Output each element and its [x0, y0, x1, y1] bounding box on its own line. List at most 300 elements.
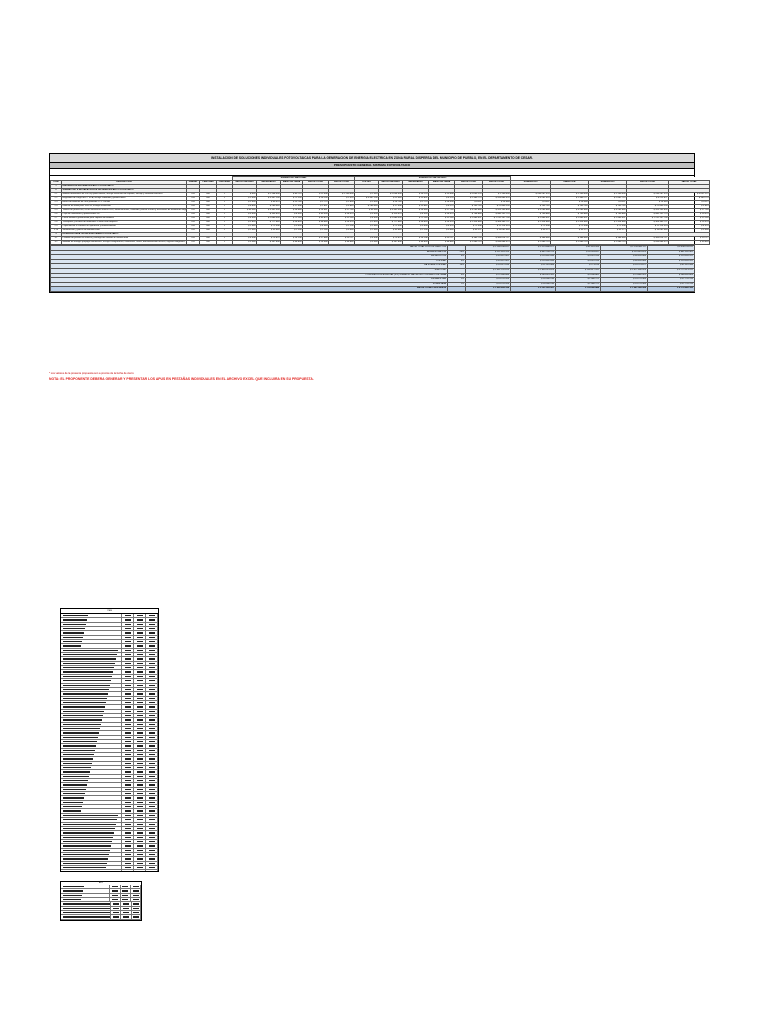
summary-value: $ 21.031.488 [511, 264, 556, 269]
value-cell: 300 [200, 225, 217, 229]
value-cell: $ 33.271 [589, 229, 627, 233]
value-cell: $ 3.080 [429, 229, 455, 233]
value-cell: $ 325.103.835 [627, 209, 669, 213]
value-cell: $ 2.054.000 [379, 193, 403, 197]
value-cell: $ 2.880.500 [379, 217, 403, 221]
value-cell: $ 3.283.680 [455, 209, 483, 213]
value-cell: $ 13.058 [429, 193, 455, 197]
value-cell: $ 6.895 [233, 205, 257, 209]
value-cell: 300 [200, 221, 217, 225]
value-cell: $ 3.000 [403, 225, 429, 229]
item-cell: 2.10 [51, 229, 62, 233]
value-cell: $ 22.114.353 [627, 225, 669, 229]
value-cell: $ 20.717 [329, 237, 355, 241]
value-cell: UN [187, 193, 200, 197]
value-cell: $ 18.300 [429, 201, 455, 205]
value-cell: $ 13.832 [403, 197, 429, 201]
value-cell: UN [187, 209, 200, 213]
value-cell: $ 1.463.421 [511, 217, 551, 221]
column-header: MATERIALES [257, 181, 281, 185]
value-cell: $ 45.560 [355, 209, 379, 213]
value-cell: $ 1.324.680 [455, 221, 483, 225]
value-cell: $ 2.450 [233, 201, 257, 205]
description-cell: Banco de baterias de ciclo profundo 12 V 200 Ah [62, 201, 187, 205]
value-cell: $ 1.857 [303, 205, 329, 209]
value-cell: $ 17.680 [303, 237, 329, 241]
value-cell: $ 1.775 [403, 201, 429, 205]
value-cell: $ 4.355 [403, 213, 429, 217]
column-header: VALOR TOTAL [483, 181, 511, 185]
value-cell: $ 383.014.717 [483, 237, 511, 241]
item-cell: 2.9 [51, 225, 62, 229]
summary-label: CONTRIBUCION ESPECIAL (5%) SOBRE EL VALOR DEL CONTRATO DE OBRA [51, 273, 448, 278]
value-cell: $ 11.908 [303, 193, 329, 197]
value-cell: $ 444.886.373 [627, 241, 669, 245]
value-cell: $ 1.131.147.703 [483, 217, 511, 221]
summary-value [448, 287, 466, 292]
value-cell: $ 1.040 [355, 229, 379, 233]
value-cell: $ 4.903 [233, 217, 257, 221]
value-cell: $ 58.885 [329, 241, 355, 245]
value-cell: $ 4.261.510 [511, 197, 551, 201]
value-cell: $ 2.360.770 [455, 197, 483, 201]
summary-value: 1% [448, 278, 466, 283]
summary-value: $ 10.719.877 [601, 264, 648, 269]
value-cell: $ 1.850 [329, 201, 355, 205]
value-cell: 1 [217, 225, 233, 229]
value-cell: $ 777.860 [379, 221, 403, 225]
value-cell: $ 72.508 [511, 225, 551, 229]
description-cell: Caja de conexiones y protecciones DC [62, 213, 187, 217]
budget-table [50, 176, 710, 245]
summary-value: $ 72.556.044 [466, 273, 511, 278]
summary-label: SOBRETASA [51, 282, 448, 287]
value-cell: $ 246.287.378 [627, 193, 669, 197]
value-cell: $ 33.271 [455, 229, 483, 233]
value-cell: $ 3.000 [281, 225, 303, 229]
column-header: OBRA CIVIL [551, 181, 589, 185]
summary-label: ADMINISTRACION [51, 250, 448, 255]
summary-value: $ 1.477.650.429 [601, 268, 648, 273]
table-body [51, 185, 710, 245]
value-cell: 300 [200, 237, 217, 241]
value-cell: $ 4.578 [669, 225, 710, 229]
value-cell: $ 700.880 [511, 213, 551, 217]
value-cell: UN [187, 241, 200, 245]
value-cell: $ 1.775 [303, 201, 329, 205]
small-note: * Los valores de la presente propuesta son a precios de la fecha de cierre [49, 372, 134, 375]
value-cell: $ 3.283.680 [511, 209, 551, 213]
value-cell: $ 28.818 [281, 221, 303, 225]
value-cell: 300 [200, 229, 217, 233]
value-cell: $ 71.183 [403, 217, 429, 221]
value-cell: UN [187, 225, 200, 229]
value-cell: $ 383.730 [455, 237, 483, 241]
value-cell: 1 [217, 197, 233, 201]
value-cell: 1 [217, 213, 233, 217]
value-cell: UN [187, 237, 200, 241]
value-cell: 1 [217, 241, 233, 245]
summary-value: $ 1.066.172 [556, 278, 601, 283]
value-cell: $ 33.271 [551, 229, 589, 233]
value-cell: $ 3.283.680 [589, 209, 627, 213]
value-cell: 300 [200, 201, 217, 205]
group-header-a: SUMINISTRO NACIONAL [233, 177, 355, 181]
summary-value: $ 1.581.085.958 [601, 287, 648, 292]
description-cell: Medidor de energia prepago monofasico, incluye configuracion, instalacion, sellos, documentacion tecnica, registro fotografico, [62, 241, 186, 243]
value-cell: 1 [217, 217, 233, 221]
summary-value: $ 28.990.236 [511, 278, 556, 283]
value-cell: $ 8.311 [669, 201, 710, 205]
value-cell: $ 2.861.715 [589, 197, 627, 201]
value-cell: UN [187, 205, 200, 209]
value-cell: 1 [217, 237, 233, 241]
value-cell: 1 [217, 229, 233, 233]
value-cell: $ 16.081.440 [627, 229, 669, 233]
value-cell: $ 1.100.000 [483, 193, 511, 197]
table-row [51, 241, 710, 245]
summary-value: $ 81.418.283 [556, 246, 601, 251]
value-cell: $ 3.930 [355, 213, 379, 217]
value-cell: $ 2.450 [355, 201, 379, 205]
value-cell: $ 4.355 [281, 213, 303, 217]
value-cell: $ 14.378 [429, 221, 455, 225]
value-cell: $ 72.508 [379, 225, 403, 229]
description-cell: INSTALACION SISTEMA SOLAR FOTOVOLTAICO [62, 185, 187, 189]
value-cell: 300 [200, 241, 217, 245]
column-header: VALOR UNITARIO [379, 181, 403, 185]
column-header: DESCRIPCION [62, 181, 187, 185]
value-cell: $ 58.885 [429, 241, 455, 245]
value-cell: $ 3.380 [355, 241, 379, 245]
mini-sheet-header: ITEM [61, 609, 158, 614]
value-cell: $ 1.480.714 [455, 241, 483, 245]
mini-row [61, 870, 158, 872]
description-cell: Inversor de onda pura 1000 W, incluye instalacion [62, 205, 187, 209]
value-cell: $ 1.480.714 [551, 241, 589, 245]
value-cell: $ 22.140 [669, 217, 710, 221]
value-cell: $ 28.818 [403, 221, 429, 225]
summary-value: $ 4.070.914 [556, 255, 601, 260]
column-header: VALOR TOTAL [627, 181, 669, 185]
item-cell: 3.2 [51, 241, 62, 245]
value-cell: $ 1.200 [329, 225, 355, 229]
mini-sheet-rows [61, 614, 158, 872]
column-header: CANTIDAD [200, 181, 217, 185]
value-cell: 1 [217, 221, 233, 225]
value-cell: $ 16.103 [303, 197, 329, 201]
value-cell: $ 73.675 [379, 237, 403, 241]
column-header: SUMINISTRO [511, 181, 551, 185]
column-header: VALOR TOTAL [455, 181, 483, 185]
summary-value: $ 73.882.521 [601, 273, 648, 278]
summary-value: $ 16.283.657 [556, 250, 601, 255]
value-cell: $ 1.324.680 [511, 221, 551, 225]
value-cell: $ 21.800.230 [483, 205, 511, 209]
value-cell: $ 5.843 [329, 205, 355, 209]
mini-sheet-thumbnail-2 [60, 881, 142, 921]
mini-sheet-2-rows [61, 885, 141, 921]
value-cell: 300 [200, 213, 217, 217]
summary-value: $ 225.681.623 [601, 250, 648, 255]
value-cell: $ 444.886.373 [483, 241, 511, 245]
summary-value: $ 14.511.209 [466, 282, 511, 287]
value-cell: $ 386.080 [511, 237, 551, 241]
summary-label: IVA SOBRE UTILIDAD [51, 264, 448, 269]
value-cell: $ 22.140 [329, 217, 355, 221]
value-cell: $ 263.885.578 [483, 197, 511, 201]
summary-row [51, 287, 695, 292]
description-cell: Señalizacion y placas de identificacion [62, 229, 187, 233]
value-cell: $ 2.440 [233, 225, 257, 229]
value-cell: $ 14.965 [627, 201, 669, 205]
value-cell: $ 22.140 [429, 217, 455, 221]
value-cell: $ 193.745 [511, 205, 551, 209]
value-cell: $ 8.275 [429, 205, 455, 209]
item-cell: 2.5 [51, 209, 62, 213]
summary-value: 20% [448, 250, 466, 255]
value-cell: UN [187, 197, 200, 201]
column-header: MATERIALES [403, 181, 429, 185]
value-cell: $ 8.213.671 [627, 197, 669, 201]
sheet-title: INSTALACION DE SOLUCIONES INDIVIDUALES FOTOVOLTAICAS PARA LA GENERACION DE ENERGIA ELECTRICA EN ZONA RURAL DISPERSA DEL MUNICIPIO DE PUEBLO, EN EL DEPARTAMENTO DE CESAR. [50, 154, 694, 163]
value-cell: $ 3.080 [669, 229, 710, 233]
item-cell: 2.6 [51, 213, 62, 217]
summary-value: $ 881.620.962 [648, 250, 695, 255]
mini-row [61, 920, 141, 921]
value-cell: $ 777.860 [257, 221, 281, 225]
value-cell: $ 21.800.230 [627, 205, 669, 209]
value-cell: $ 1.480.714 [589, 241, 627, 245]
value-cell: $ 38.803 [403, 241, 429, 245]
value-cell: $ 1.200 [403, 229, 429, 233]
value-cell: $ 2.440 [355, 225, 379, 229]
summary-value: $ 57.724.133 [648, 278, 695, 283]
value-cell: $ 33.271 [511, 229, 551, 233]
value-cell: $ 28.980 [403, 209, 429, 213]
summary-value: 5% [448, 273, 466, 278]
value-cell: $ 3.930 [233, 213, 257, 217]
value-cell: $ 1.100.000 [551, 193, 589, 197]
value-cell: $ 480.131.770 [483, 213, 511, 217]
value-cell: $ 14.887 [303, 209, 329, 213]
value-cell: $ 14.088 [303, 241, 329, 245]
value-cell: $ 246.287.378 [511, 193, 551, 197]
summary-value: 5% [448, 255, 466, 260]
value-cell: $ 72.508 [257, 225, 281, 229]
summary-value: $ 4.070.914 [556, 259, 601, 264]
column-header: UNIDAD [187, 181, 200, 185]
mini-sheet-2-header: APU [98, 882, 104, 884]
summary-value: $ 14.776.504 [601, 278, 648, 283]
value-cell: $ 193.745 [589, 205, 627, 209]
value-cell: $ 347.838 [379, 241, 403, 245]
value-cell: $ 4.311 [511, 201, 551, 205]
summary-value: $ 114.080.448 [556, 287, 601, 292]
value-cell: $ 16.081.440 [483, 229, 511, 233]
value-cell: 1 [217, 205, 233, 209]
value-cell: $ 455 [233, 193, 257, 197]
value-cell: $ 3.380 [233, 241, 257, 245]
value-cell: $ 319.470 [379, 213, 403, 217]
blank-row [50, 169, 694, 176]
item-cell: 2 [51, 189, 62, 193]
value-cell: $ 26.960 [483, 201, 511, 205]
summary-value: $ 5.330.862 [556, 273, 601, 278]
value-cell: $ 53.875 [303, 217, 329, 221]
summary-value: $ 1.066.172 [556, 282, 601, 287]
value-cell: $ 2.108.000 [257, 193, 281, 197]
summary-value: $ 144.951.181 [511, 273, 556, 278]
value-cell: $ 3.283.680 [551, 209, 589, 213]
summary-value: $ 56.420.406 [601, 259, 648, 264]
summary-value: $ 220.405.241 [648, 255, 695, 260]
summary-value: $ 1.552.699.338 [466, 287, 511, 292]
value-cell: $ 347.838 [257, 241, 281, 245]
item-cell: 1 [51, 185, 62, 189]
column-header: MANO DE OBRA [281, 181, 303, 185]
value-cell: $ 28.980 [281, 209, 303, 213]
value-cell: $ 1.131.147.703 [627, 217, 669, 221]
value-cell: $ 45.715 [281, 193, 303, 197]
description-cell: Tablero de proteccion, kit de iluminacion interior LED, tomacorrientes, cableado, puesta a tierra y accesorios de instalacion seg [62, 209, 186, 211]
value-cell: $ 38.880 [303, 221, 329, 225]
column-header: MANO DE OBRA [429, 181, 455, 185]
description-cell: Capacitacion a usuarios en operacion y mantenimiento [62, 225, 187, 229]
sheet-subtitle: PRESUPUESTO GENERAL SISTEMA FOTOVOLTAICO [50, 163, 694, 169]
column-header: VALOR TOTAL [303, 181, 329, 185]
value-cell: $ 2.880.500 [257, 217, 281, 221]
value-cell: $ 26.120 [403, 193, 429, 197]
summary-label: VALOR TOTAL COSTOS DIRECTOS [51, 246, 448, 251]
description-cell: Regulador de carga MPPT 40 A, incluye cableado y protecciones [62, 197, 187, 201]
column-header: VALOR TOTAL [669, 181, 710, 185]
value-cell: $ 13.780 [281, 201, 303, 205]
column-header: FLETES [355, 181, 379, 185]
value-cell: $ 4.651.221 [669, 193, 710, 197]
value-cell: $ 8.311 [589, 201, 627, 205]
value-cell: 300 [200, 205, 217, 209]
value-cell: $ 11.460 [379, 197, 403, 201]
value-cell: $ 14.378 [669, 221, 710, 225]
value-cell: $ 16.360 [551, 201, 589, 205]
value-cell: $ 20.717 [669, 237, 710, 241]
value-cell: $ 3.341.500 [257, 209, 281, 213]
description-cell: Poste metalico galvanizado para soporte de modulos [62, 217, 187, 221]
value-cell: $ 708.880 [455, 213, 483, 217]
value-cell: $ 1.463.421 [589, 217, 627, 221]
value-cell: $ 386.080 [589, 237, 627, 241]
value-cell: $ 1.325 [329, 197, 355, 201]
value-cell: $ 1.324.680 [551, 221, 589, 225]
column-header: VALOR UNITARIO [233, 181, 257, 185]
description-cell: Transporte y acarreo de materiales a zona rural dispersa [62, 221, 187, 225]
summary-value: 1% [448, 282, 466, 287]
value-cell: UN [187, 217, 200, 221]
value-cell: $ 3.341.500 [379, 209, 403, 213]
value-cell: $ 72.508 [589, 225, 627, 229]
value-cell: $ 700.880 [589, 213, 627, 217]
summary-label: UTILIDAD [51, 259, 448, 264]
value-cell: $ 383.014.717 [627, 237, 669, 241]
value-cell: $ 33.640 [379, 229, 403, 233]
column-header: SUMINISTRO [589, 181, 627, 185]
summary-value: $ 14.511.209 [466, 278, 511, 283]
value-cell: $ 4.278 [429, 197, 455, 201]
value-cell: $ 1.100.000 [589, 193, 627, 197]
value-cell: $ 14.108 [403, 237, 429, 241]
value-cell: $ 17.408 [281, 205, 303, 209]
value-cell: $ 3.347.100 [257, 197, 281, 201]
summary-value: $ 28.990.236 [511, 282, 556, 287]
description-cell: Pruebas de puesta en servicio y entrega del sistema al usuario final [62, 237, 187, 241]
value-cell: $ 38.803 [281, 241, 303, 245]
value-cell: $ 99.470 [257, 201, 281, 205]
item-cell: 3 [51, 233, 62, 237]
value-cell: $ 4.903 [355, 217, 379, 221]
value-cell: $ 45.560 [233, 209, 257, 213]
value-cell: $ 193.745 [551, 205, 589, 209]
value-cell: $ 13.842 [403, 205, 429, 209]
value-cell: $ 193.745 [455, 205, 483, 209]
summary-value: $ 14.776.504 [601, 282, 648, 287]
value-cell: 300 [200, 193, 217, 197]
summary-label: ESTAMPILLAS [51, 278, 448, 283]
value-cell: 300 [200, 217, 217, 221]
group-header-b: SUMINISTRO IMPORTADO [355, 177, 511, 181]
item-cell: 2.3 [51, 201, 62, 205]
summary-value: $ 5.772.413.251 [648, 268, 695, 273]
value-cell: $ 308.363.771 [627, 221, 669, 225]
value-cell: UN [187, 221, 200, 225]
value-cell: $ 3.347.100 [355, 197, 379, 201]
value-cell: $ 28.570 [329, 213, 355, 217]
value-cell: $ 14.108 [281, 237, 303, 241]
summary-label: IMPREVISTOS [51, 255, 448, 260]
summary-value: 19% [448, 264, 466, 269]
summary-value: $ 221.629.763 [466, 250, 511, 255]
value-cell: $ 2.280 [303, 229, 329, 233]
value-cell: $ 22.114.353 [483, 225, 511, 229]
value-cell: $ 1.463.421 [551, 217, 589, 221]
value-cell: $ 1.324.680 [589, 221, 627, 225]
value-cell: $ 14.378 [329, 221, 355, 225]
value-cell: $ 1.543 [355, 193, 379, 197]
value-cell: $ 4.408 [233, 237, 257, 241]
summary-value: $ 442.768.175 [511, 250, 556, 255]
summary-value: $ 56.420.406 [601, 255, 648, 260]
value-cell: $ 2.853 [355, 221, 379, 225]
value-cell: $ 28.570 [669, 213, 710, 217]
value-cell: $ 4.408 [355, 237, 379, 241]
value-cell: $ 17.740 [429, 209, 455, 213]
summary-value: $ 110.692.044 [511, 259, 556, 264]
summary-value: 5% [448, 259, 466, 264]
value-cell: $ 280.440 [257, 205, 281, 209]
summary-table [50, 245, 695, 292]
value-cell: $ 72.508 [455, 225, 483, 229]
value-cell: $ 700.880 [551, 213, 589, 217]
value-cell: $ 1.480.714 [511, 241, 551, 245]
value-cell: $ 480.131.770 [627, 213, 669, 217]
value-cell: $ 325.103.835 [483, 209, 511, 213]
value-cell: UN [187, 213, 200, 217]
summary-label: VALOR TOTAL PROPUESTA [51, 287, 448, 292]
summary-value: $ 773.474 [556, 264, 601, 269]
value-cell: $ 2.400 [233, 197, 257, 201]
summary-value: $ 57.724.133 [648, 282, 695, 287]
item-cell: 2.4 [51, 205, 62, 209]
